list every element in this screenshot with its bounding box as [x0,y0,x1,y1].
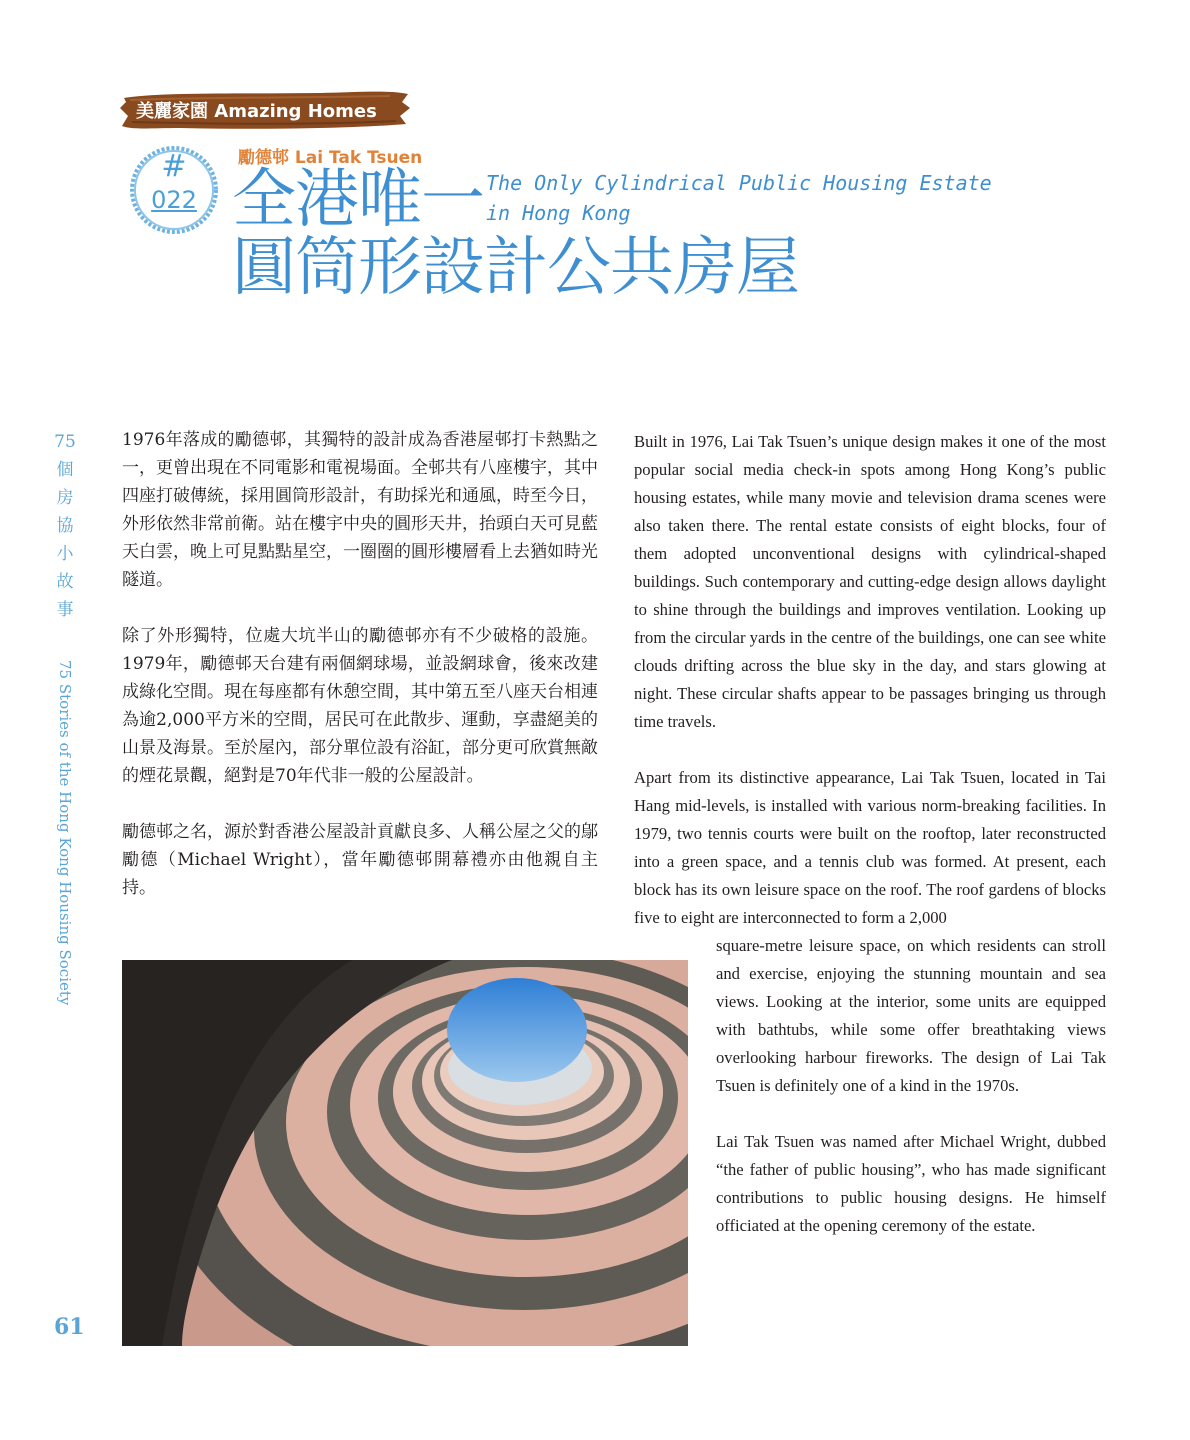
zh-paragraph: 除了外形獨特，位處大坑半山的勵德邨亦有不少破格的設施。1979年，勵德邨天台建有兩個網球場，並設網球會，後來改建成綠化空間。現在每座都有休憩空間，其中第五至八座天台相連為逾2,000平方米的空間，居民可在此散步、運動，享盡絕美的山景及海景。至於屋內，部分單位設有浴缸，部分更可欣賞無敵的煙花景觀，絕對是70年代非一般的公屋設計。 [122,626,598,786]
series-char: 故 [56,572,74,592]
english-body [634,428,1106,960]
zh-paragraph: 1976年落成的勵德邨，其獨特的設計成為香港屋邨打卡熱點之一，更曾出現在不同電影和電視場面。全邨共有八座樓宇，其中四座打破傳統，採用圓筒形設計，有助採光和通風，時至今日，外形依然非常前衛。站在樓宇中央的圓形天井，抬頭白天可見藍天白雲，晚上可見點點星空，一圈圈的圓形樓層看上去猶如時光隧道。 [122,430,598,590]
zh-paragraph: 勵德邨之名，源於對香港公屋設計貢獻良多、人稱公屋之父的鄔勵德（Michael Wright），當年勵德邨開幕禮亦由他親自主持。 [122,822,598,898]
series-char: 房 [56,488,74,508]
title-english: The Only Cylindrical Public Housing Estate in Hong Kong [486,171,992,225]
badge-hash: # [161,149,187,184]
en-paragraph: square-metre leisure space, on which residents can stroll and exercise, enjoying the stunning mountain and sea views. Looking at the interior, some units are equipped with bathtubs, while some offer breathtaking views overlooking harbour fireworks. The design of Lai Tak Tsuen is definitely one of a kind in the 1970s. [716,936,1106,1095]
series-char: 小 [56,544,74,564]
en-paragraph: Lai Tak Tsuen was named after Michael Wright, dubbed “the father of public housing”, who has made significant contributions to public housing designs. He himself officiated at the opening ceremony of the estate. [716,1132,1106,1235]
category-label: 美麗家園 Amazing Homes [136,101,377,122]
page-number: 61 [54,1314,85,1340]
series-char: 75 [54,432,76,452]
series-title-english: 75 Stories of the Hong Kong Housing Society [56,660,74,1006]
estate-label: 勵德邨 Lai Tak Tsuen [238,148,423,168]
title-chinese-line2: 圓筒形設計公共房屋 [232,231,799,305]
chinese-body [122,426,598,930]
en-paragraph: Apart from its distinctive appearance, Lai Tak Tsuen, located in Tai Hang mid-levels, is installed with various norm-breaking facilities. In 1979, two tennis courts were built on the rooftop, later reconstructed into a green space, and a tennis club was formed. At present, each block has its own leisure space on the roof. The roof gardens of blocks five to eight are interconnected to form a 2,000 [634,768,1106,927]
cylindrical-shaft-photo [122,960,688,1346]
photo-illustration [122,960,688,1346]
story-number-badge [126,142,222,238]
series-char: 協 [56,516,74,536]
series-title-chinese [54,428,76,624]
series-char: 個 [56,460,74,480]
category-banner [120,88,410,132]
story-number: 022 [151,186,197,214]
english-body-continued [716,932,1106,1268]
en-paragraph: Built in 1976, Lai Tak Tsuen’s unique design makes it one of the most popular social media check-in spots among Hong Kong’s public housing estates, while many movie and television drama scenes were also taken there. The rental estate consists of eight blocks, four of them adopted unconventional designs with cylindrical-shaped buildings. Such contemporary and cutting-edge design allows daylight to shine through the buildings and improves ventilation. Looking up from the circular yards in the centre of the buildings, one can see white clouds drifting across the blue sky in the day, and stars glowing at night. These circular shafts appear to be passages bringing us through time travels. [634,432,1106,731]
series-char: 事 [56,600,74,620]
title-chinese-line1: 全港唯一 [232,163,484,237]
